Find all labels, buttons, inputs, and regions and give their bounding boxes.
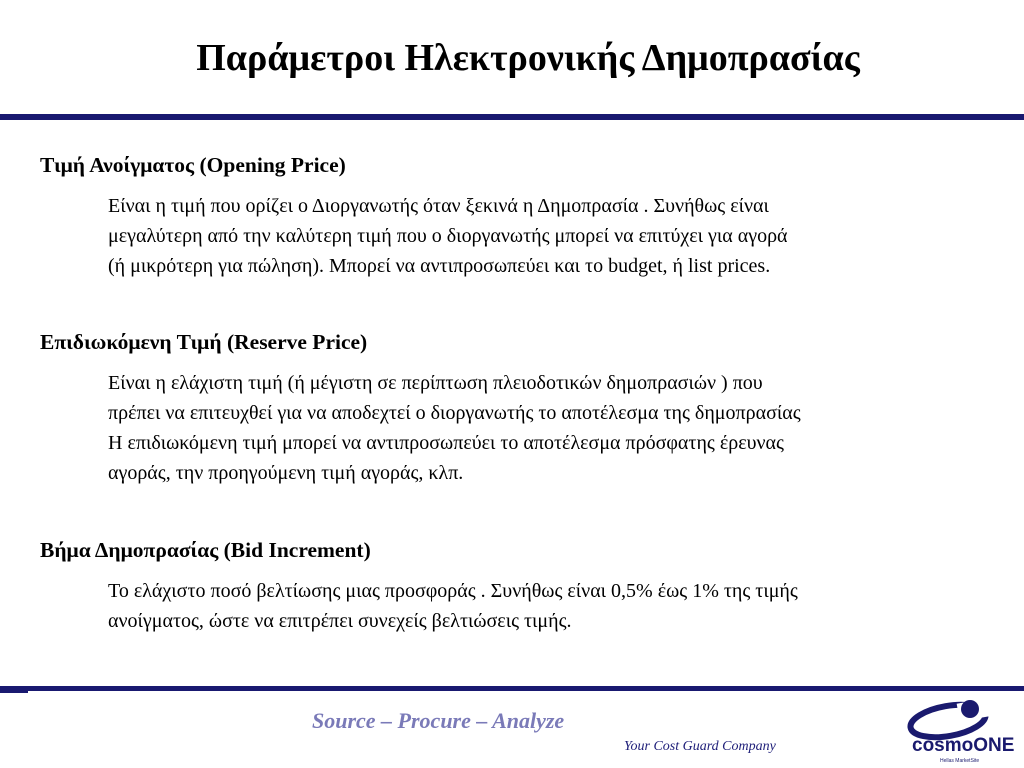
section-opening-price	[40, 150, 1000, 281]
section-body: Το ελάχιστο ποσό βελτίωσης μιας προσφοράς . Συνήθως είναι 0,5% έως 1% της τιμής ανοίγματος, ώστε να επιτρέπει συνεχείς βελτιώσεις τιμής.	[108, 580, 798, 632]
section-heading: Βήμα Δημοπρασίας (Bid Increment)	[40, 538, 371, 562]
section-body: Είναι η τιμή που ορίζει ο Διοργανωτής όταν ξεκινά η Δημοπρασία . Συνήθως είναι μεγαλύτερη από την καλύτερη τιμή που ο διοργανωτής μπορεί να επιτύχει για αγορά (ή μικρότερη για πώληση). Μπορεί να αντιπροσωπεύει και το budget, ή list prices.	[108, 195, 788, 277]
slide-title: Παράμετροι Ηλεκτρονικής Δημοπρασίας	[196, 37, 860, 79]
footer-tagline: Your Cost Guard Company	[624, 739, 776, 754]
section-bid-increment	[40, 535, 1000, 636]
section-heading: Τιμή Ανοίγματος (Opening Price)	[40, 153, 346, 177]
logo-word-one: ONE	[973, 735, 1015, 756]
logo-word-cosmo: cosmo	[912, 735, 974, 756]
section-reserve-price	[40, 327, 1000, 488]
logo-subtitle: Hellas MarketSite	[940, 758, 980, 764]
title-divider	[0, 114, 1024, 120]
footer-slogan: Source – Procure – Analyze	[312, 708, 565, 733]
logo-wordmark	[912, 735, 1014, 757]
cosmoone-logo	[898, 697, 1020, 767]
section-heading: Επιδιωκόμενη Τιμή (Reserve Price)	[40, 330, 368, 354]
section-body: Είναι η ελάχιστη τιμή (ή μέγιστη σε περίπτωση πλειοδοτικών δημοπρασιών ) που πρέπει να επιτευχθεί για να αποδεχτεί ο διοργανωτής το αποτέλεσμα της δημοπρασίας Η επιδιωκόμενη τιμή μπορεί να αντιπροσωπεύει το αποτέλεσμα πρόσφατης έρευνας αγοράς, την προηγούμενη τιμή αγοράς, κλπ.	[108, 372, 801, 484]
footer-divider	[0, 686, 1024, 691]
footer-divider-accent	[0, 691, 28, 693]
